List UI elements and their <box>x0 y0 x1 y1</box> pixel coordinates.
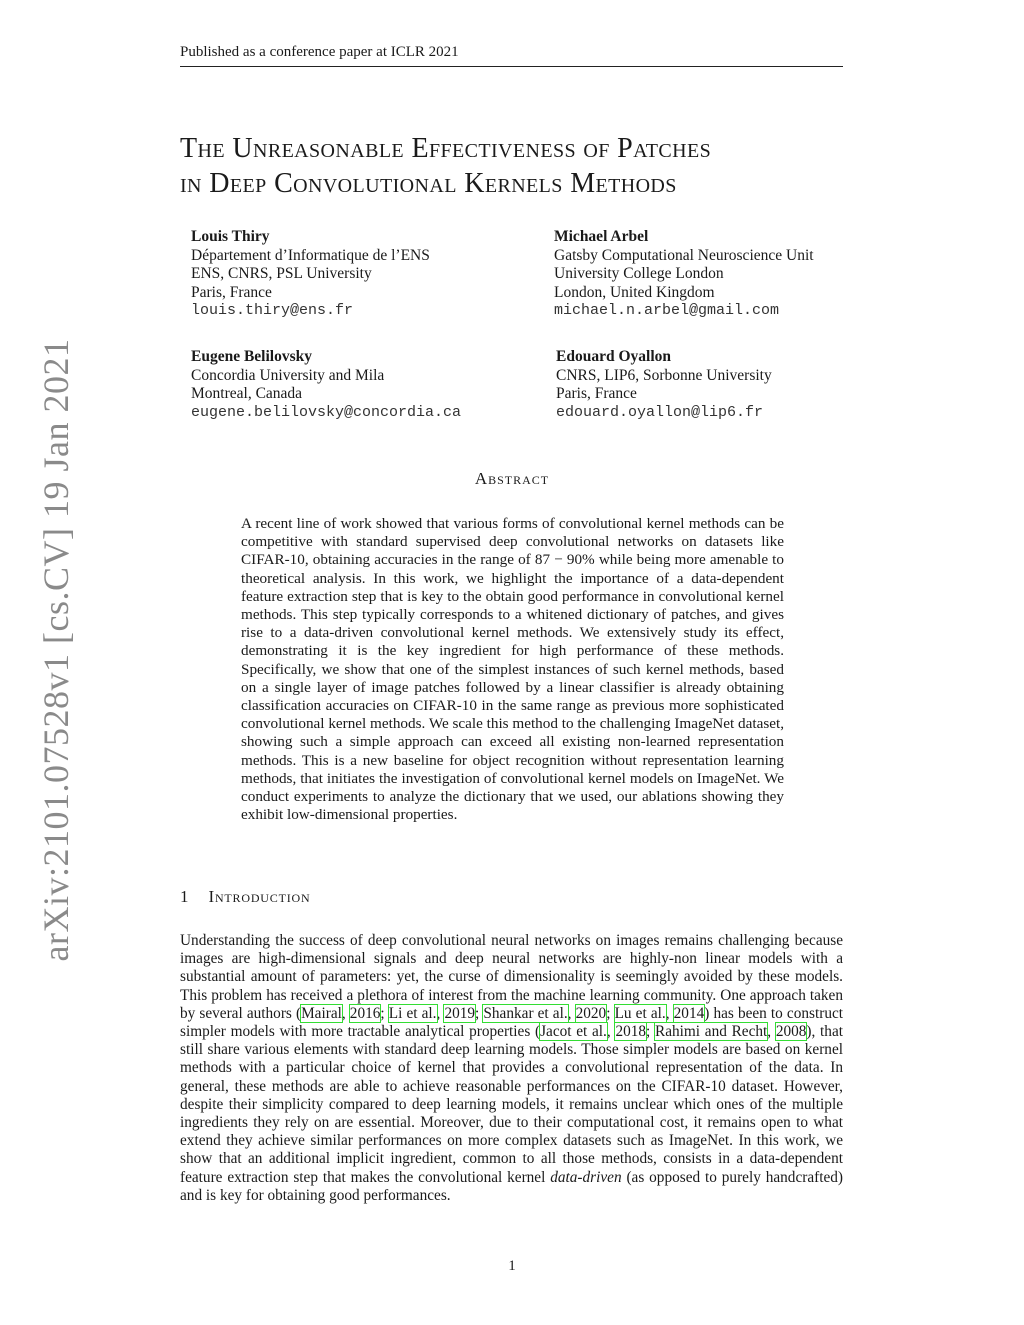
paper-title <box>180 131 860 201</box>
citation-separator: ; <box>380 1004 389 1022</box>
author-affiliation: Concordia University and Mila <box>191 366 385 384</box>
author-affiliation: Paris, France <box>556 385 637 402</box>
running-header: Published as a conference paper at ICLR 2021 <box>180 44 843 67</box>
author-affiliation: Paris, France <box>191 283 272 301</box>
title-line-2: in Deep Convolutional Kernels Methods <box>180 168 677 199</box>
author-affiliation: CNRS, LIP6, Sorbonne University <box>556 366 772 384</box>
citation-link[interactable]: Shankar et al. <box>483 1004 568 1022</box>
author-affiliation: University College London <box>554 265 724 282</box>
title-line-1: The Unreasonable Effectiveness of Patches <box>180 133 712 164</box>
author-block <box>556 348 772 422</box>
citation-separator: ; <box>475 1004 484 1022</box>
citation-link[interactable]: 2018 <box>615 1023 647 1041</box>
abstract-text: A recent line of work showed that various forms of convolutional kernel methods can be competitive with standard supervised deep convolutional networks on datasets like CIFAR-10, obtaining accuracies in the range of 87 − 90% while being more amenable to theoretical analysis. In this work, we highlight the importance of a data-dependent feature extraction step that is key to the obtain good performance in convolutional kernel methods. This step typically corresponds to a whitened dictionary of patches, and gives rise to a data-driven convolutional kernel methods. We extensively study its effect, demonstrating it is the key ingredient for high performance of these methods. Specifically, we show that one of the simplest instances of such kernel methods, based on a single layer of image patches followed by a linear classifier is already obtaining classification accuracies on CIFAR-10 in the same range as previous more sophisticated convolutional kernel methods. We scale this method to the challenging ImageNet dataset, showing such a simple approach can exceed all existing non-learned representation methods. This is a new baseline for object recognition without representation learning methods, that initiates the investigation of convolutional kernel models on ImageNet. We conduct experiments to analyze the dictionary that we used, our ablations showing they exhibit low-dimensional properties. <box>241 515 784 824</box>
author-affiliation: ENS, CNRS, PSL University <box>191 265 372 282</box>
citation-separator: ; <box>646 1023 656 1041</box>
citation-link[interactable]: Jacot et al. <box>540 1023 607 1041</box>
citation-link[interactable]: 2016 <box>349 1004 381 1022</box>
introduction-paragraph <box>180 932 843 1205</box>
intro-text: ) has been to construct simpler models with more tractable analytical properties ( <box>180 1004 844 1041</box>
citation-separator: ; <box>606 1004 615 1022</box>
author-name: Eugene Belilovsky <box>191 348 313 365</box>
author-email[interactable]: edouard.oyallon@lip6.fr <box>556 403 764 421</box>
author-name: Michael Arbel <box>554 228 649 245</box>
citation-separator: , <box>567 1004 576 1022</box>
abstract-heading: Abstract <box>474 469 550 488</box>
arxiv-identifier: arXiv:2101.07528v1 [cs.CV] 19 Jan 2021 <box>36 338 76 962</box>
citation-separator: , <box>665 1004 674 1022</box>
author-name: Edouard Oyallon <box>556 348 671 365</box>
section-heading <box>180 887 310 907</box>
citation-separator: , <box>606 1023 616 1041</box>
page-number: 1 <box>508 1258 516 1274</box>
section-number: 1 <box>180 887 189 906</box>
author-affiliation: Montreal, Canada <box>191 385 303 402</box>
author-name: Louis Thiry <box>191 228 270 245</box>
emphasis-text: data-driven <box>550 1168 622 1186</box>
citation-link[interactable]: Lu et al. <box>614 1004 666 1022</box>
citation-link[interactable]: 2019 <box>444 1004 476 1022</box>
citation-link[interactable]: Rahimi and Recht <box>655 1023 768 1041</box>
author-block <box>191 228 430 321</box>
author-email[interactable]: louis.thiry@ens.fr <box>191 302 354 319</box>
author-email[interactable]: eugene.belilovsky@concordia.ca <box>191 403 462 421</box>
citation-link[interactable]: 2008 <box>775 1023 807 1041</box>
citation-link[interactable]: Li et al. <box>388 1004 437 1022</box>
author-affiliation: Gatsby Computational Neuroscience Unit <box>554 246 814 264</box>
section-title: Introduction <box>208 887 311 906</box>
intro-text: ), that still share various elements with standard deep learning models. Those simpler models are based on kernel methods with a particular choice of kernel that provides a convolutional representation of the data. In general, these methods are able to achieve reasonable performances on the CIFAR-10 dataset. However, despite their simplicity compared to deep learning models, it remains unclear which ones of the multiple ingredients they rely on are essential. Moreover, due to their computational cost, it remains open to what extend they achieve similar performances on more complex datasets such as ImageNet. In this work, we show that an additional implicit ingredient, common to all those methods, consists in a data-dependent feature extraction step that makes the convolutional kernel <box>180 1023 843 1186</box>
citation-link[interactable]: Mairal <box>301 1004 342 1022</box>
author-email[interactable]: michael.n.arbel@gmail.com <box>554 302 780 319</box>
author-block <box>191 348 461 422</box>
author-affiliation: Département d’Informatique de l’ENS <box>191 246 430 264</box>
author-affiliation: London, United Kingdom <box>554 283 715 301</box>
intro-text: (as opposed to purely handcrafted) and is key for obtaining good performances. <box>180 1168 844 1204</box>
citation-link[interactable]: 2020 <box>575 1004 607 1022</box>
citation-link[interactable]: 2014 <box>673 1004 705 1022</box>
citation-separator: , <box>341 1004 350 1022</box>
citation-separator: , <box>767 1023 776 1041</box>
author-block <box>554 228 814 321</box>
citation-separator: , <box>436 1004 445 1022</box>
intro-text: Understanding the success of deep convolutional neural networks on images remains challenging because images are high-dimensional signals and deep neural networks are highly-non linear models with a substantial amount of parameters: yet, the curse of dimensionality is seemingly avoided by these models. This problem has received a plethora of interest from the machine learning community. One approach taken by several authors ( <box>180 932 843 1022</box>
